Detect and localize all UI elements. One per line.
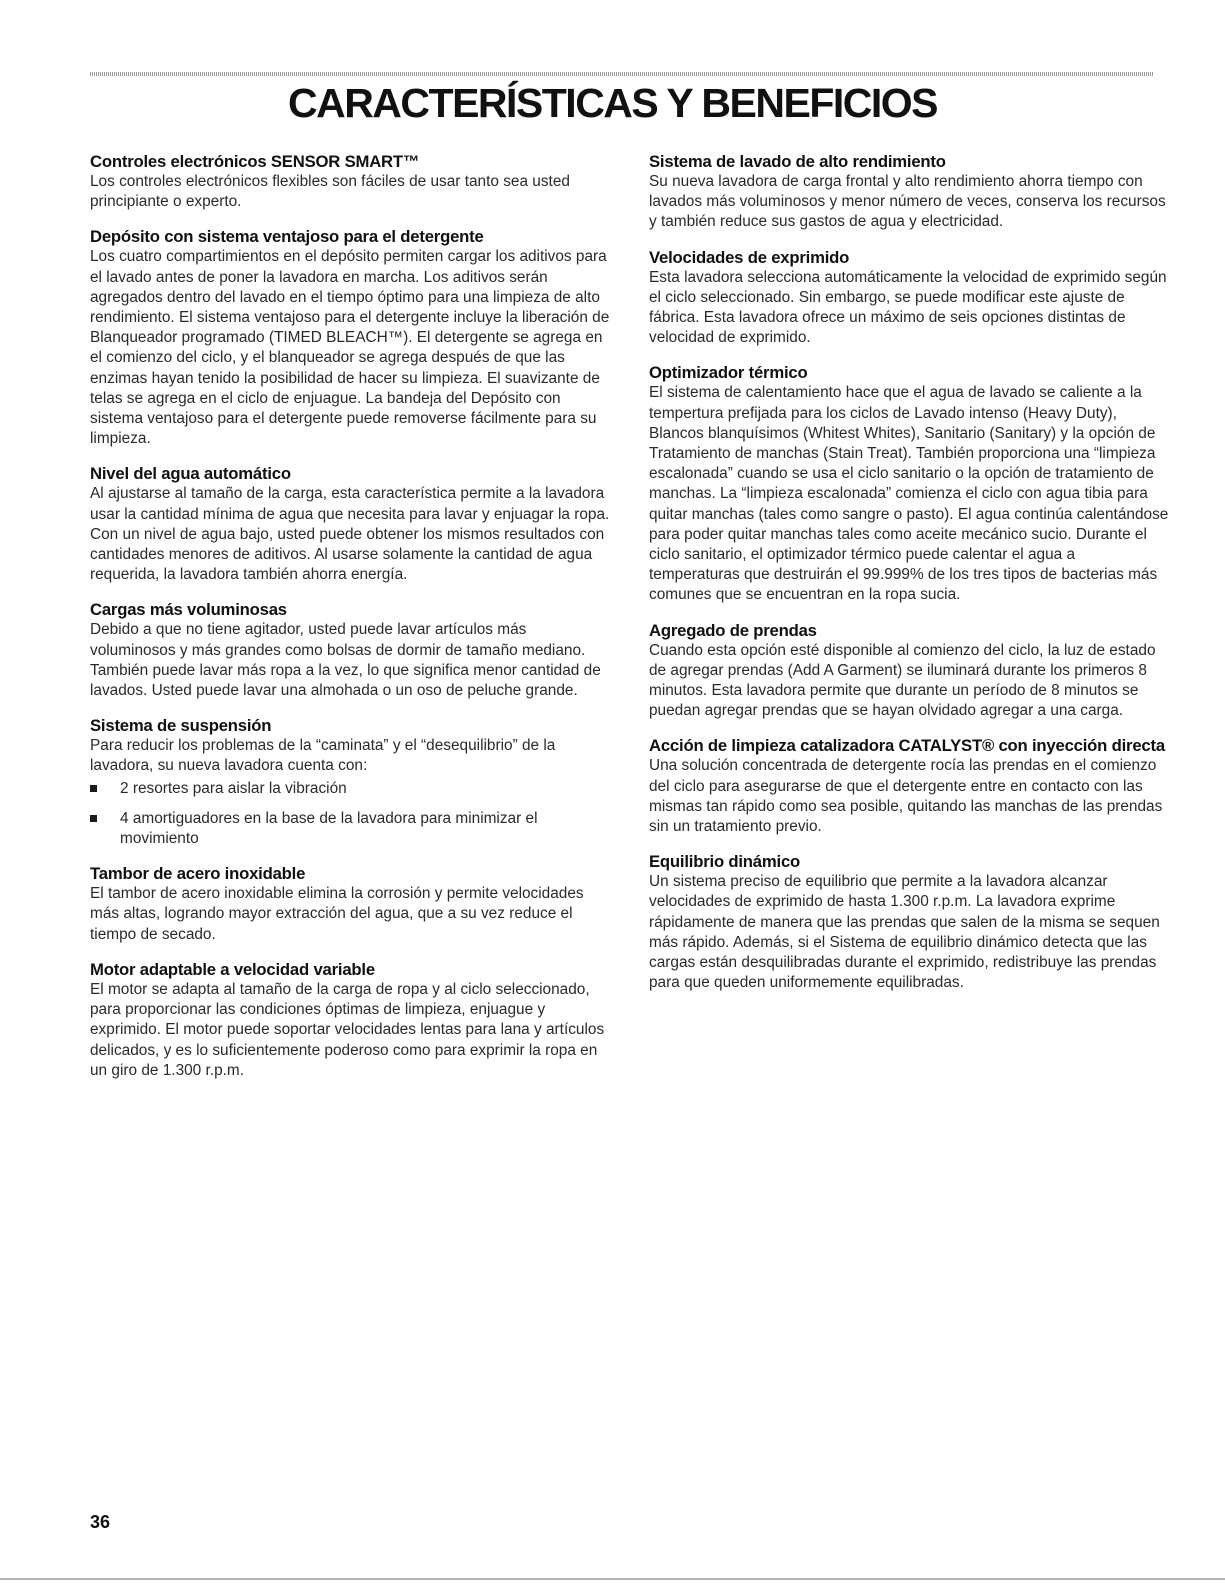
list-item (90, 779, 610, 799)
section-heading: Velocidades de exprimido (649, 247, 850, 267)
section-thermal-optimizer (649, 363, 1169, 605)
section-heading: Optimizador térmico (649, 363, 808, 383)
section-body: El motor se adapta al tamaño de la carga de ropa y al ciclo seleccionado, para proporcionar las condiciones óptimas de limpieza, enjuague y exprimido. El motor puede soportar velocidades lentas para lana y artículos delicados, y es lo suficientemente poderoso como para exprimir la ropa en un giro de 1.300 r.p.m. (90, 980, 605, 1079)
section-body: El sistema de calentamiento hace que el agua de lavado se caliente a la tempertura prefijada para los ciclos de Lavado intenso (Heavy Duty), Blancos blanquísimos (Whitest Whites), Sanitario (Sanitary) y la opción de Tratamiento de manchas (Stain Treat). También proporciona una “limpieza escalonada” cuando se usa el ciclo sanitario o la opción de tratamiento de manchas. La “limpieza escalonada” comienza el ciclo con agua tibia para quitar manchas (tales como sangre o pasto). El agua continúa calentándose para poder quitar manchas tales como aceite mecánico sucio. Durante el ciclo sanitario, el optimizador térmico puede calentar el agua a temperaturas que destruirán el 99.999% de los tres tipos de bacterias más comunes que se encuentran en la ropa sucia. (649, 384, 1169, 604)
section-body: El tambor de acero inoxidable elimina la corrosión y permite velocidades más altas, logrando mayor extracción del agua, que a su vez reduce el tiempo de secado. (90, 885, 584, 943)
section-body: Los controles electrónicos flexibles son fáciles de usar tanto sea usted principiante o experto. (90, 173, 570, 211)
section-sensor-smart (90, 152, 610, 212)
section-body: Al ajustarse al tamaño de la carga, esta característica permite a la lavadora usar la cantidad mínima de agua que necesita para lavar y enjuagar la ropa. Con un nivel de agua bajo, usted puede obtener los mismos resultados con cantidades menores de aditivos. Al usarse solamente la cantidad de agua requerida, la lavadora también ahorra energía. (90, 485, 610, 584)
top-rule (90, 72, 1154, 76)
list-item-text: 2 resortes para aislar la vibración (120, 779, 347, 797)
bottom-rule (0, 1578, 1225, 1580)
left-column (90, 152, 610, 1096)
section-water-level (90, 464, 610, 585)
section-larger-loads (90, 600, 610, 701)
bullet-square-icon (90, 815, 97, 822)
section-heading: Equilibrio dinámico (649, 852, 801, 872)
section-heading: Sistema de lavado de alto rendimiento (649, 152, 946, 171)
page-title: CARACTERÍSTICAS Y BENEFICIOS (287, 80, 937, 126)
section-body: Los cuatro compartimientos en el depósito permiten cargar los aditivos para el lavado antes de poner la lavadora en marcha. Los aditivos serán agregados dentro del lavado en el tiempo óptimo para una limpieza de alto rendimiento. El sistema ventajoso para el detergente incluye la liberación de Blanqueador programado (TIMED BLEACH™). El detergente se agrega en el comienzo del ciclo, y el blanqueador se agrega después de que las enzimas hayan tenido la posibilidad de hacer su limpieza. El suavizante de telas se agrega en el ciclo de enjuague. La bandeja del Depósito con sistema ventajoso para el detergente puede removerse fácilmente para su limpieza. (90, 248, 610, 448)
right-column (649, 152, 1169, 1009)
section-heading: Cargas más voluminosas (90, 600, 287, 620)
section-heading: Agregado de prendas (649, 620, 817, 640)
section-suspension (90, 716, 610, 849)
section-heading: Motor adaptable a velocidad variable (90, 959, 375, 979)
section-body: Cuando esta opción esté disponible al comienzo del ciclo, la luz de estado de agregar prendas (Add A Garment) se iluminará durante los primeros 8 minutos. Esta lavadora permite que durante un período de 8 minutos se puedan agregar prendas que se hayan olvidado agregar a una carga. (649, 641, 1156, 720)
page-number: 36 (90, 1512, 111, 1532)
section-heading: Sistema de suspensión (90, 716, 272, 736)
section-body: Para reducir los problemas de la “caminata” y el “desequilibrio” de la lavadora, su nueva lavadora cuenta con: (90, 737, 556, 775)
section-spin-speeds (649, 248, 1169, 349)
list-item-text: 4 amortiguadores en la base de la lavadora para minimizar el movimiento (120, 809, 538, 848)
section-heading: Nivel del agua automático (90, 464, 291, 484)
section-stainless-drum (90, 864, 610, 945)
section-body: Un sistema preciso de equilibrio que permite a la lavadora alcanzar velocidades de exprimido de hasta 1.300 r.p.m. La lavadora exprime rápidamente de manera que las prendas que salen de la misma se sequen más rápido. Además, si el Sistema de equilibrio dinámico detecta que las cargas están desquilibradas durante el exprimido, redistribuye las prendas para que queden uniformemente equilibradas. (649, 873, 1160, 992)
list-item (90, 809, 610, 849)
section-add-garment (649, 621, 1169, 722)
section-heading: Controles electrónicos SENSOR SMART™ (90, 152, 420, 171)
section-high-efficiency (649, 152, 1169, 233)
bullet-list (90, 779, 610, 850)
bullet-square-icon (90, 785, 97, 792)
section-body: Su nueva lavadora de carga frontal y alto rendimiento ahorra tiempo con lavados más voluminosos y menor número de veces, conserva los recursos y también reduce sus gastos de agua y electricidad. (649, 173, 1166, 231)
section-heading: Tambor de acero inoxidable (90, 864, 306, 884)
section-dynamic-balance (649, 852, 1169, 993)
section-detergent-dispenser (90, 227, 610, 449)
section-body: Una solución concentrada de detergente rocía las prendas en el comienzo del ciclo para asegurarse de que el detergente entre en contacto con las mismas tan rápido como sea posible, quitando las manchas de las prendas sin un tratamiento previo. (649, 757, 1163, 836)
section-variable-motor (90, 960, 610, 1081)
section-heading: Depósito con sistema ventajoso para el detergente (90, 227, 484, 247)
section-body: Esta lavadora selecciona automáticamente la velocidad de exprimido según el ciclo seleccionado. Sin embargo, se puede modificar este ajuste de fábrica. Esta lavadora ofrece un máximo de seis opciones distintas de velocidad de exprimido. (649, 268, 1167, 347)
section-catalyst (649, 736, 1169, 837)
section-heading: Acción de limpieza catalizadora CATALYST® con inyección directa (649, 736, 1165, 756)
section-body: Debido a que no tiene agitador, usted puede lavar artículos más voluminosos y más grandes como bolsas de dormir de tamaño mediano. También puede lavar más ropa a la vez, lo que significa menor cantidad de lavados. Usted puede lavar una almohada o un oso de peluche grande. (90, 621, 601, 700)
